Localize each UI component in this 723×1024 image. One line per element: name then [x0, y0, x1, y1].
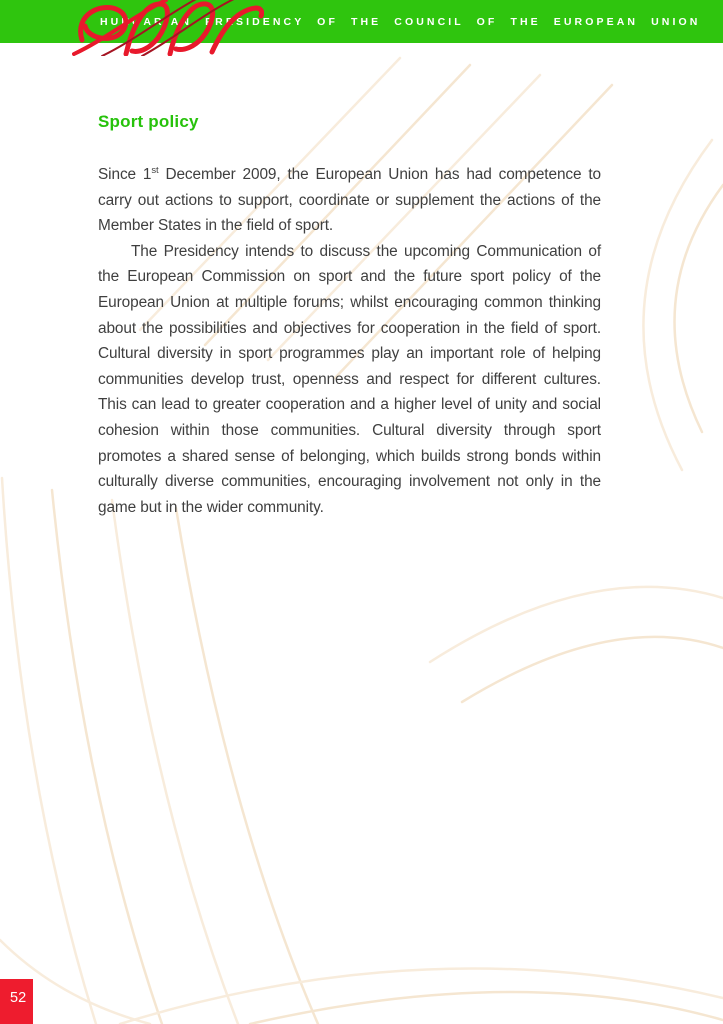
eu-script-logo-icon	[72, 0, 264, 56]
paragraph-1-prefix: Since 1	[98, 166, 152, 183]
page-title: Sport policy	[98, 112, 199, 131]
header-title: HUNGARIAN PRESIDENCY OF THE COUNCIL OF THE EUROPEAN UNION	[100, 15, 701, 28]
main-content	[98, 112, 601, 520]
page-number-badge: 52	[0, 979, 33, 1024]
paragraph-1-rest: December 2009, the European Union has had competence to carry out actions to support, coordinate or supplement the actions of the Member States in the field of sport.	[98, 166, 601, 235]
paragraph-1	[98, 162, 601, 239]
paragraph-2: The Presidency intends to discuss the upcoming Communication of the European Commission on sport and the future sport policy of the European Union at multiple forums; whilst encouraging common thinking about the possibilities and objectives for cooperation in the field of sport. Cultural diversity in sport programmes play an important role of helping communities develop trust, openness and respect for different cultures. This can lead to greater cooperation and a higher level of unity and social cohesion within those communities. Cultural diversity through sport promotes a shared sense of belonging, which builds strong bonds within culturally diverse communities, encouraging involvement not only in the game but in the wider community.	[98, 242, 601, 516]
ordinal-superscript: st	[151, 164, 159, 176]
